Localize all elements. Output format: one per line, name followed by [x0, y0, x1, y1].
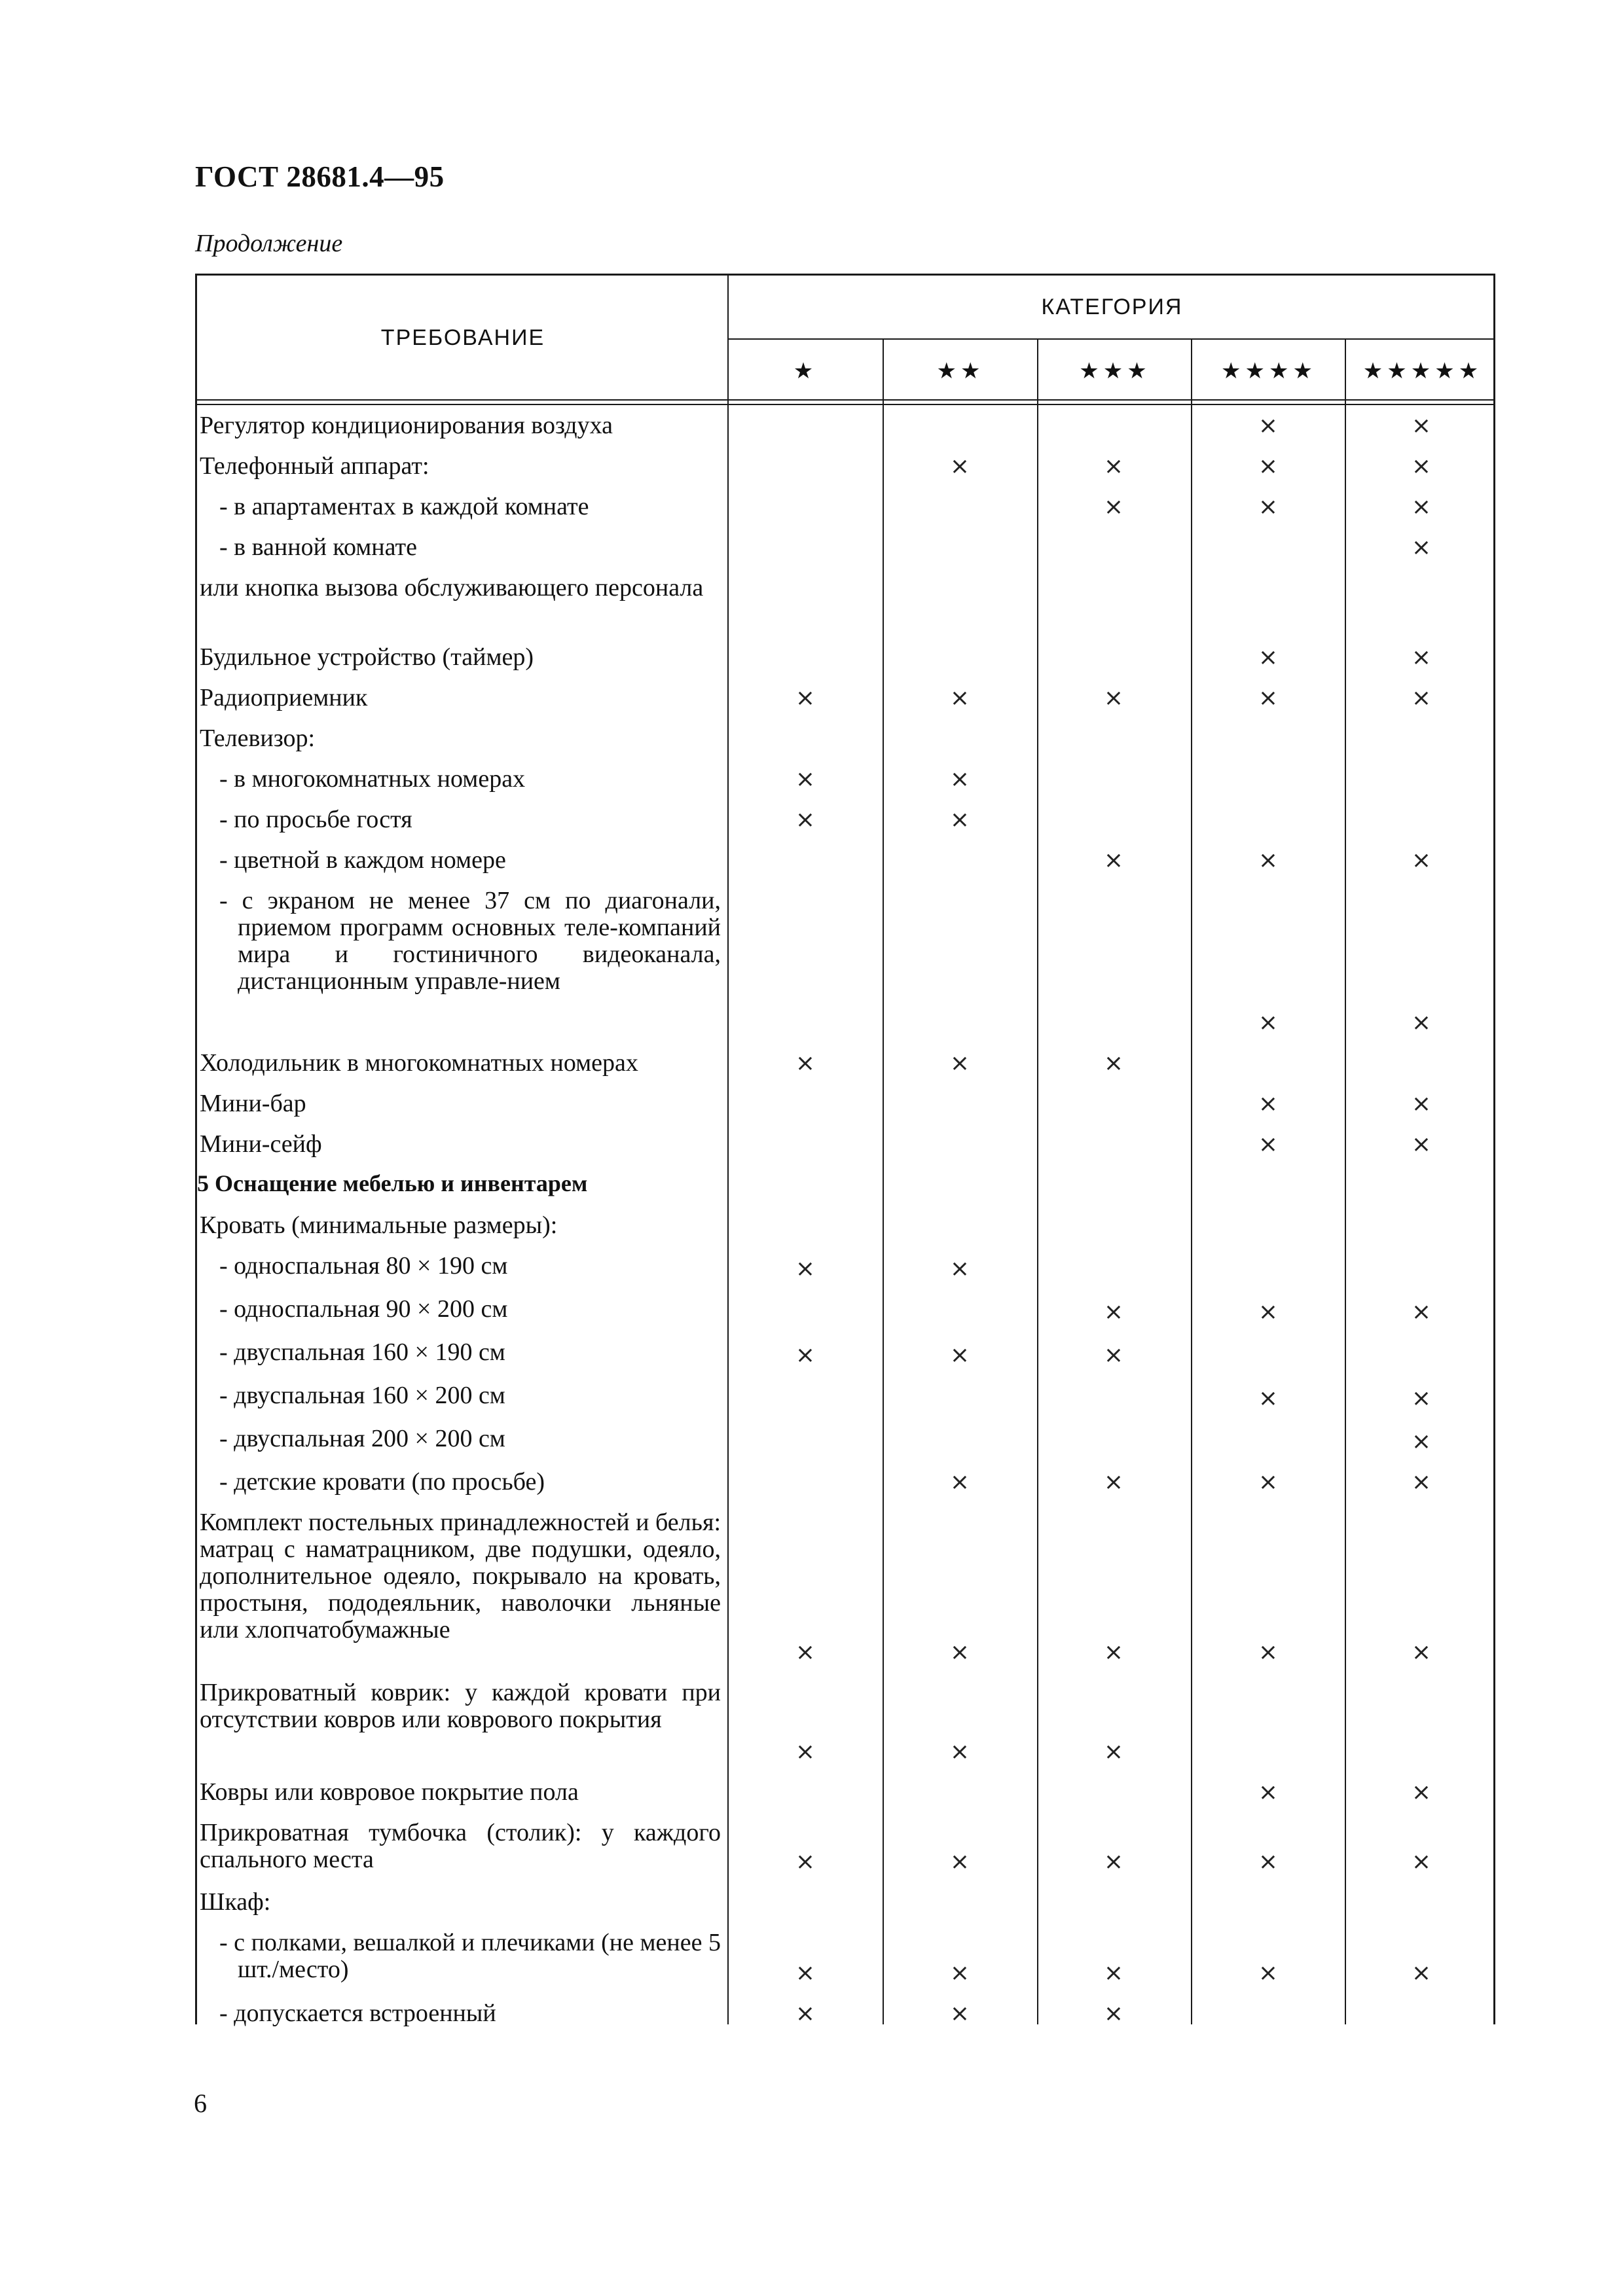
category-mark: × — [1103, 493, 1124, 520]
category-mark: × — [1103, 1960, 1124, 1986]
category-mark: × — [949, 766, 970, 793]
header-bottom-rule — [197, 404, 1495, 405]
category-mark: × — [795, 685, 816, 711]
category-mark: × — [1258, 1639, 1279, 1666]
table-row — [197, 720, 1495, 761]
category-4-star-header: ★★★★ — [1221, 357, 1317, 384]
category-mark: × — [1258, 1469, 1279, 1496]
table-row — [197, 1420, 1495, 1463]
requirement-text: - допускается встроенный — [219, 2000, 496, 2027]
category-mark: × — [795, 806, 816, 833]
requirement-text: Регулятор кондиционирования воздуха — [200, 412, 613, 439]
requirement-text: - в многокомнатных номерах — [219, 765, 526, 793]
category-mark: × — [1103, 1050, 1124, 1077]
table-row — [197, 1814, 1495, 1884]
category-mark: × — [795, 1639, 816, 1666]
category-mark: × — [1103, 1469, 1124, 1496]
requirement-text: Прикроватный коврик: у каждой кровати при отсутствии ковров или коврового покрытия — [200, 1679, 721, 1733]
document-title: ГОСТ 28681.4—95 — [195, 160, 445, 193]
category-mark: × — [1411, 1009, 1432, 1036]
category-mark: × — [1258, 1779, 1279, 1806]
category-mark: × — [949, 1050, 970, 1077]
category-mark: × — [1258, 493, 1279, 520]
category-3-star-header: ★★★ — [1079, 357, 1151, 384]
category-mark: × — [949, 1255, 970, 1282]
requirement-text: Прикроватная тумбочка (столик): у каждого спального места — [200, 1819, 721, 1873]
category-mark: × — [1411, 1469, 1432, 1496]
table-row — [197, 679, 1495, 720]
page-number: 6 — [194, 2089, 207, 2118]
table-row — [197, 1774, 1495, 1814]
category-mark: × — [1103, 1299, 1124, 1325]
category-mark: × — [1411, 453, 1432, 480]
category-1-star-header: ★ — [793, 357, 818, 384]
category-mark: × — [949, 1848, 970, 1875]
category-mark: × — [949, 1469, 970, 1496]
requirements-table — [195, 274, 1495, 2027]
category-mark: × — [949, 1639, 970, 1666]
table-row — [197, 1085, 1495, 1126]
category-mark: × — [1411, 412, 1432, 439]
category-mark: × — [795, 1342, 816, 1369]
category-mark: × — [1258, 1131, 1279, 1158]
continuation-label: Продолжение — [195, 230, 343, 257]
category-mark: × — [1258, 1009, 1279, 1036]
table-row — [197, 1207, 1495, 1247]
category-mark: × — [949, 1738, 970, 1765]
category-mark: × — [1411, 1131, 1432, 1158]
requirement-text: Радиоприемник — [200, 684, 368, 711]
requirement-text: - двуспальная 160 × 200 см — [219, 1382, 505, 1409]
table-row — [197, 448, 1495, 488]
category-mark: × — [795, 1960, 816, 1986]
requirement-text: Комплект постельных принадлежностей и белья: матрац с наматрацником, две подушки, одеяло, дополнительное одеяло, покрывало на кровать, простыня, пододеяльник, наволочки льняные или хлопчатобумажные — [200, 1509, 721, 1643]
category-mark: × — [1411, 644, 1432, 671]
category-mark: × — [1411, 1960, 1432, 1986]
category-2-star-header: ★★ — [936, 357, 985, 384]
table-row — [197, 1126, 1495, 1166]
requirement-text: Кровать (минимальные размеры): — [200, 1211, 558, 1239]
category-mark: × — [1103, 1342, 1124, 1369]
requirement-text: Ковры или ковровое покрытие пола — [200, 1778, 579, 1806]
category-mark: × — [1411, 1779, 1432, 1806]
requirement-text: Телефонный аппарат: — [200, 452, 429, 480]
category-mark: × — [1258, 685, 1279, 711]
table-row — [197, 1166, 1495, 1207]
category-mark: × — [1258, 1960, 1279, 1986]
requirement-text: Будильное устройство (таймер) — [200, 643, 534, 671]
table-row — [197, 801, 1495, 842]
table-row — [197, 1247, 1495, 1291]
category-mark: × — [1103, 1738, 1124, 1765]
requirement-text: Холодильник в многокомнатных номерах — [200, 1049, 638, 1077]
table-row — [197, 1884, 1495, 1924]
table-row — [197, 1334, 1495, 1377]
category-mark: × — [1258, 847, 1279, 874]
requirement-text: - в ванной комнате — [219, 533, 417, 561]
requirement-text: Мини-бар — [200, 1090, 306, 1117]
category-mark: × — [949, 453, 970, 480]
table-row — [197, 1924, 1495, 1995]
category-header-divider — [727, 338, 1495, 340]
table-row — [197, 1377, 1495, 1420]
category-mark: × — [1411, 685, 1432, 711]
category-mark: × — [795, 1050, 816, 1077]
requirement-text: - с полками, вешалкой и плечиками (не менее 5 шт./место) — [219, 1929, 721, 1983]
category-mark: × — [1103, 2000, 1124, 2027]
requirement-text: Мини-сейф — [200, 1130, 322, 1158]
category-mark: × — [1258, 644, 1279, 671]
category-mark: × — [1258, 1090, 1279, 1117]
table-row — [197, 842, 1495, 882]
category-mark: × — [949, 1342, 970, 1369]
category-mark: × — [1103, 1639, 1124, 1666]
category-mark: × — [1103, 847, 1124, 874]
category-mark: × — [1411, 1299, 1432, 1325]
requirement-text: или кнопка вызова обслуживающего персонала — [200, 574, 704, 601]
table-row — [197, 407, 1495, 448]
requirement-text: - цветной в каждом номере — [219, 846, 506, 874]
category-mark: × — [1411, 1848, 1432, 1875]
table-row — [197, 639, 1495, 679]
requirement-text: - односпальная 90 × 200 см — [219, 1295, 508, 1323]
requirement-text: - по просьбе гостя — [219, 806, 412, 833]
category-mark: × — [1103, 453, 1124, 480]
table-row — [197, 761, 1495, 801]
table-row — [197, 882, 1495, 1045]
category-mark: × — [949, 2000, 970, 2027]
table-row — [197, 1995, 1495, 2036]
category-mark: × — [1411, 1639, 1432, 1666]
category-mark: × — [795, 2000, 816, 2027]
table-row — [197, 529, 1495, 569]
category-mark: × — [795, 1738, 816, 1765]
section-heading: 5 Оснащение мебелью и инвентарем — [197, 1170, 588, 1196]
category-mark: × — [795, 1848, 816, 1875]
category-mark: × — [1411, 1090, 1432, 1117]
category-5-star-header: ★★★★★ — [1362, 357, 1483, 384]
category-mark: × — [1258, 412, 1279, 439]
header-bottom-rule — [197, 399, 1495, 401]
requirement-text: - двуспальная 160 × 190 см — [219, 1338, 505, 1366]
category-mark: × — [1103, 1848, 1124, 1875]
category-mark: × — [1258, 1385, 1279, 1412]
requirement-text: - двуспальная 200 × 200 см — [219, 1425, 505, 1452]
category-mark: × — [1258, 453, 1279, 480]
category-mark: × — [1411, 534, 1432, 561]
requirement-text: Шкаф: — [200, 1888, 271, 1916]
requirement-column-header: ТРЕБОВАНИЕ — [380, 325, 545, 350]
requirement-text: Телевизор: — [200, 725, 316, 752]
category-mark: × — [795, 766, 816, 793]
category-mark: × — [1258, 1848, 1279, 1875]
table-row — [197, 1291, 1495, 1334]
category-mark: × — [949, 806, 970, 833]
table-row — [197, 1504, 1495, 1674]
requirement-text: - односпальная 80 × 190 см — [219, 1252, 508, 1280]
category-mark: × — [1411, 1428, 1432, 1455]
requirement-text: - в апартаментах в каждой комнате — [219, 493, 589, 520]
category-mark: × — [949, 685, 970, 711]
category-mark: × — [1258, 1299, 1279, 1325]
category-mark: × — [1103, 685, 1124, 711]
requirement-text: - детские кровати (по просьбе) — [219, 1468, 545, 1496]
table-row — [197, 1674, 1495, 1774]
category-mark: × — [949, 1960, 970, 1986]
category-mark: × — [1411, 1385, 1432, 1412]
category-mark: × — [795, 1255, 816, 1282]
table-row — [197, 488, 1495, 529]
category-mark: × — [1411, 847, 1432, 874]
requirement-text: - с экраном не менее 37 см по диагонали, приемом программ основных теле-компаний мира и гостиничного видеоканала, дистанционным управле-нием — [219, 887, 721, 995]
category-column-header: КАТЕГОРИЯ — [1041, 295, 1183, 319]
table-row — [197, 569, 1495, 639]
category-mark: × — [1411, 493, 1432, 520]
table-row — [197, 1463, 1495, 1504]
table-row — [197, 1045, 1495, 1085]
